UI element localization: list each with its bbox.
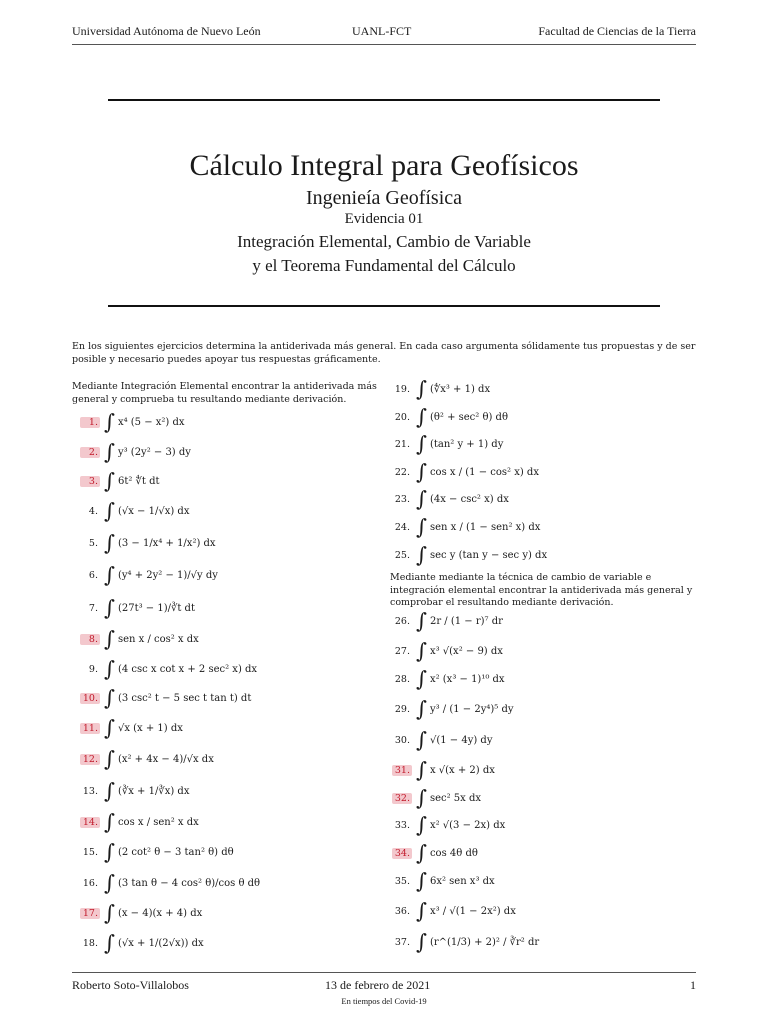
exercise-number: 2.: [80, 447, 100, 458]
exercise-number: 4.: [88, 505, 98, 517]
integral-symbol-icon: ∫: [416, 728, 427, 752]
exercise-item: [80, 901, 202, 925]
integral-symbol-icon: ∫: [104, 469, 115, 493]
integral-symbol-icon: ∫: [416, 841, 427, 865]
exercise-item: [80, 871, 260, 895]
header-university: Universidad Autónoma de Nuevo León: [72, 24, 261, 38]
exercise-number: 23.: [394, 493, 410, 505]
exercise-expression: x³ √(x² − 9) dx: [429, 645, 503, 657]
exercise-expression: (2 cot² θ − 3 tan² θ) dθ: [117, 846, 234, 858]
exercise-number: 21.: [394, 438, 410, 450]
exercise-number: 8.: [80, 634, 100, 645]
exercise-expression: (∜x³ + 1) dx: [429, 383, 491, 395]
footer-author: Roberto Soto-Villalobos: [72, 978, 189, 992]
exercise-number: 18.: [82, 937, 98, 949]
exercise-item: [80, 410, 185, 434]
exercise-expression: x² √(3 − 2x) dx: [429, 819, 506, 831]
exercise-expression: (θ² + sec² θ) dθ: [429, 411, 508, 423]
exercise-expression: y³ (2y² − 3) dy: [117, 446, 191, 458]
header-rule: [72, 44, 696, 45]
title-rule-top: [108, 99, 660, 101]
page-footer: [72, 978, 696, 994]
exercise-item: [392, 869, 495, 893]
integral-symbol-icon: ∫: [104, 747, 115, 771]
exercise-item: [80, 657, 257, 681]
exercise-expression: (tan² y + 1) dy: [429, 438, 504, 450]
integral-symbol-icon: ∫: [416, 609, 427, 633]
exercise-number: 19.: [394, 383, 410, 395]
integral-symbol-icon: ∫: [104, 410, 115, 434]
exercise-item: [392, 487, 509, 511]
exercise-number: 20.: [394, 411, 410, 423]
integral-symbol-icon: ∫: [104, 871, 115, 895]
page-header: [72, 24, 696, 42]
header-faculty: Facultad de Ciencias de la Tierra: [538, 24, 696, 38]
exercise-expression: 2r / (1 − r)⁷ dr: [429, 615, 503, 627]
footer-date: 13 de febrero de 2021: [325, 978, 431, 992]
exercise-item: [80, 716, 183, 740]
exercise-expression: (√x + 1/(2√x)) dx: [117, 937, 204, 949]
integral-symbol-icon: ∫: [416, 515, 427, 539]
integral-symbol-icon: ∫: [104, 901, 115, 925]
exercise-expression: x √(x + 2) dx: [429, 764, 495, 776]
exercise-expression: cos 4θ dθ: [429, 847, 478, 859]
integral-symbol-icon: ∫: [104, 810, 115, 834]
exercise-item: [392, 377, 490, 401]
exercise-number: 3.: [80, 476, 100, 487]
instructions-paragraph: En los siguientes ejercicios determina la antiderivada más general. En cada caso argumenta sólidamente tus propuestas y de ser posible y necesario puedes apoyar tus respuestas gráficamente.: [72, 341, 696, 365]
integral-symbol-icon: ∫: [416, 899, 427, 923]
integral-symbol-icon: ∫: [416, 487, 427, 511]
integral-symbol-icon: ∫: [416, 786, 427, 810]
exercise-expression: (4 csc x cot x + 2 sec² x) dx: [117, 663, 258, 675]
exercise-expression: (r^(1/3) + 2)² / ∛r² dr: [429, 936, 540, 948]
exercise-number: 24.: [394, 521, 410, 533]
integral-symbol-icon: ∫: [104, 596, 115, 620]
integral-symbol-icon: ∫: [416, 930, 427, 954]
exercise-item: [392, 460, 539, 484]
exercise-number: 6.: [88, 569, 98, 581]
page-subtitle: Ingenieía Geofísica: [305, 187, 463, 209]
exercise-item: [80, 747, 214, 771]
integral-symbol-icon: ∫: [104, 657, 115, 681]
integral-symbol-icon: ∫: [416, 697, 427, 721]
integral-symbol-icon: ∫: [104, 627, 115, 651]
exercise-expression: sec² 5x dx: [429, 792, 482, 804]
exercise-item: [392, 930, 539, 954]
exercise-item: [80, 563, 218, 587]
exercise-number: 15.: [82, 846, 98, 858]
exercise-item: [392, 841, 478, 865]
exercise-expression: (∛x + 1/∛x) dx: [117, 785, 190, 797]
exercise-number: 16.: [82, 877, 98, 889]
exercise-expression: y³ / (1 − 2y⁴)⁵ dy: [429, 703, 514, 715]
integral-symbol-icon: ∫: [104, 563, 115, 587]
exercise-number: 27.: [394, 645, 410, 657]
exercise-item: [392, 758, 495, 782]
exercise-item: [392, 667, 505, 691]
exercise-number: 22.: [394, 466, 410, 478]
exercise-expression: (3 − 1/x⁴ + 1/x²) dx: [117, 537, 216, 549]
exercise-expression: 6t² ∜t dt: [117, 475, 160, 487]
exercise-number: 10.: [80, 693, 100, 704]
exercise-expression: x⁴ (5 − x²) dx: [117, 416, 185, 428]
exercise-item: [80, 531, 216, 555]
exercise-number: 9.: [88, 663, 98, 675]
exercise-number: 29.: [394, 703, 410, 715]
footer-note: En tiempos del Covid-19: [341, 996, 427, 1006]
integral-symbol-icon: ∫: [416, 432, 427, 456]
page-title: Cálculo Integral para Geofísicos: [189, 149, 579, 182]
exercise-item: [80, 931, 204, 955]
exercise-item: [392, 697, 514, 721]
integral-symbol-icon: ∫: [104, 840, 115, 864]
exercise-number: 35.: [394, 875, 410, 887]
integral-symbol-icon: ∫: [416, 758, 427, 782]
exercise-number: 25.: [394, 549, 410, 561]
exercise-number: 32.: [392, 793, 412, 804]
exercise-item: [80, 499, 189, 523]
footer-page-number: 1: [690, 978, 696, 992]
integral-symbol-icon: ∫: [104, 440, 115, 464]
exercise-item: [80, 627, 199, 651]
title-rule-bottom: [108, 305, 660, 307]
integral-symbol-icon: ∫: [416, 813, 427, 837]
integral-symbol-icon: ∫: [104, 716, 115, 740]
exercise-expression: sen x / cos² x dx: [117, 633, 199, 645]
exercise-expression: (3 csc² t − 5 sec t tan t) dt: [117, 692, 252, 704]
exercise-item: [80, 686, 251, 710]
exercise-expression: cos x / (1 − cos² x) dx: [429, 466, 539, 478]
header-code: UANL-FCT: [352, 24, 412, 38]
exercise-expression: (x² + 4x − 4)/√x dx: [117, 753, 214, 765]
exercise-item: [392, 728, 492, 752]
exercise-expression: (√x − 1/√x) dx: [117, 505, 190, 517]
exercise-expression: (3 tan θ − 4 cos² θ)/cos θ dθ: [117, 877, 261, 889]
exercise-item: [80, 840, 234, 864]
exercise-number: 1.: [80, 417, 100, 428]
exercise-item: [392, 639, 503, 663]
integral-symbol-icon: ∫: [104, 499, 115, 523]
exercise-number: 7.: [88, 602, 98, 614]
exercise-expression: (27t³ − 1)/∛t dt: [117, 602, 195, 614]
exercise-item: [80, 440, 191, 464]
topic-line-1: Integración Elemental, Cambio de Variable: [237, 232, 531, 251]
integral-symbol-icon: ∫: [104, 531, 115, 555]
integral-symbol-icon: ∫: [416, 543, 427, 567]
integral-symbol-icon: ∫: [416, 405, 427, 429]
exercise-number: 5.: [88, 537, 98, 549]
exercise-item: [392, 432, 503, 456]
exercise-number: 34.: [392, 848, 412, 859]
exercise-item: [80, 779, 189, 803]
exercise-expression: √x (x + 1) dx: [117, 722, 183, 734]
exercise-number: 28.: [394, 673, 410, 685]
exercise-item: [392, 609, 503, 633]
exercise-number: 30.: [394, 734, 410, 746]
exercise-number: 11.: [80, 723, 100, 734]
footer-rule: [72, 972, 696, 973]
exercise-item: [392, 543, 547, 567]
evidence-label: Evidencia 01: [344, 211, 424, 227]
exercise-item: [392, 899, 516, 923]
exercise-expression: sen x / (1 − sen² x) dx: [429, 521, 541, 533]
exercise-number: 14.: [80, 817, 100, 828]
integral-symbol-icon: ∫: [416, 377, 427, 401]
exercise-number: 13.: [82, 785, 98, 797]
exercise-item: [80, 596, 195, 620]
exercise-expression: x³ / √(1 − 2x²) dx: [429, 905, 516, 917]
exercise-number: 31.: [392, 765, 412, 776]
exercise-expression: 6x² sen x³ dx: [429, 875, 495, 887]
integral-symbol-icon: ∫: [416, 639, 427, 663]
section-substitution-intro: Mediante mediante la técnica de cambio de variable e integración elemental encontrar la antiderivada más general y comprobar el resultando mediante derivación.: [390, 572, 693, 608]
integral-symbol-icon: ∫: [416, 869, 427, 893]
integral-symbol-icon: ∫: [104, 931, 115, 955]
exercise-expression: x² (x³ − 1)¹⁰ dx: [429, 673, 505, 685]
integral-symbol-icon: ∫: [416, 460, 427, 484]
integral-symbol-icon: ∫: [104, 686, 115, 710]
exercise-item: [392, 813, 505, 837]
exercise-expression: (4x − csc² x) dx: [429, 493, 509, 505]
exercise-number: 33.: [394, 819, 410, 831]
exercise-expression: (y⁴ + 2y² − 1)/√y dy: [117, 569, 218, 581]
exercise-expression: cos x / sen² x dx: [117, 816, 199, 828]
integral-symbol-icon: ∫: [104, 779, 115, 803]
exercise-expression: sec y (tan y − sec y) dx: [429, 549, 548, 561]
topic-line-2: y el Teorema Fundamental del Cálculo: [252, 256, 516, 275]
exercise-number: 37.: [394, 936, 410, 948]
exercise-item: [392, 515, 540, 539]
exercise-expression: (x − 4)(x + 4) dx: [117, 907, 203, 919]
exercise-number: 17.: [80, 908, 100, 919]
exercise-item: [392, 786, 481, 810]
exercise-item: [80, 469, 160, 493]
exercise-expression: √(1 − 4y) dy: [429, 734, 493, 746]
exercise-number: 12.: [80, 754, 100, 765]
section-elemental-intro: Mediante Integración Elemental encontrar la antiderivada más general y comprueba tu resultando mediante derivación.: [72, 381, 377, 405]
exercise-item: [80, 810, 199, 834]
exercise-number: 26.: [394, 615, 410, 627]
exercise-item: [392, 405, 508, 429]
integral-symbol-icon: ∫: [416, 667, 427, 691]
exercise-number: 36.: [394, 905, 410, 917]
